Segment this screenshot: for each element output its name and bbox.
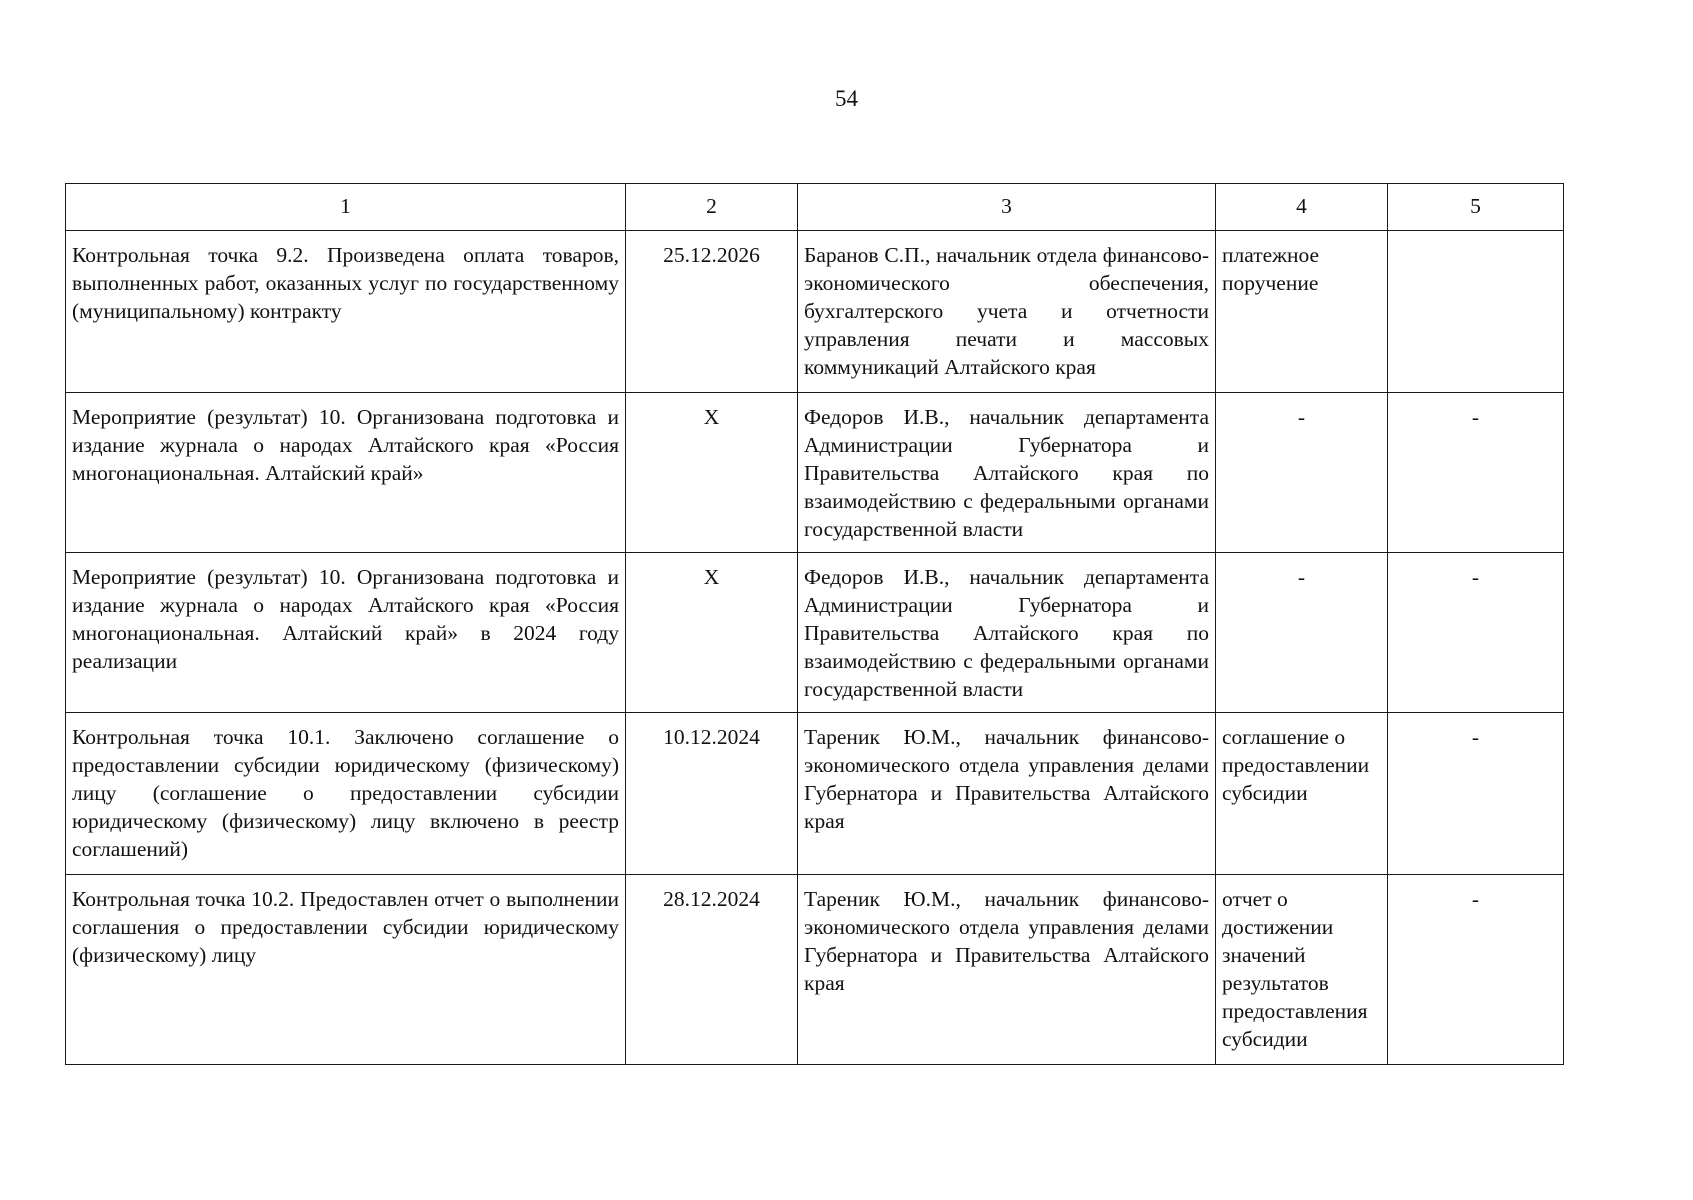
row-date: 25.12.2026 bbox=[626, 231, 798, 393]
table-row bbox=[66, 713, 1564, 875]
row-description: Контрольная точка 10.2. Предоставлен отчет о выполнении соглашения о предоставлении субсидии юридическому (физическому) лицу bbox=[66, 875, 626, 1065]
row-description: Мероприятие (результат) 10. Организована подготовка и издание журнала о народах Алтайского края «Россия многонациональная. Алтайский край» в 2024 году реализации bbox=[66, 553, 626, 713]
row-document: - bbox=[1216, 393, 1388, 553]
row-document: отчет о достижении значений результатов предоставления субсидии bbox=[1216, 875, 1388, 1065]
row-description: Мероприятие (результат) 10. Организована подготовка и издание журнала о народах Алтайского края «Россия многонациональная. Алтайский край» bbox=[66, 393, 626, 553]
row-date: X bbox=[626, 553, 798, 713]
table-row bbox=[66, 393, 1564, 553]
row-note: - bbox=[1388, 393, 1564, 553]
header-col-5: 5 bbox=[1388, 184, 1564, 231]
table-row bbox=[66, 553, 1564, 713]
page-number: 54 bbox=[835, 86, 858, 111]
row-document: - bbox=[1216, 553, 1388, 713]
row-note: - bbox=[1388, 713, 1564, 875]
row-description: Контрольная точка 10.1. Заключено соглашение о предоставлении субсидии юридическому (физическому) лицу (соглашение о предоставлении субсидии юридическому (физическому) лицу включено в реестр соглашений) bbox=[66, 713, 626, 875]
header-col-2: 2 bbox=[626, 184, 798, 231]
row-date: 10.12.2024 bbox=[626, 713, 798, 875]
table-row bbox=[66, 875, 1564, 1065]
plan-table bbox=[65, 183, 1564, 1065]
row-responsible: Федоров И.В., начальник департамента Администрации Губернатора и Правительства Алтайского края по взаимодействию с федеральными органами государственной власти bbox=[798, 553, 1216, 713]
row-document: платежное поручение bbox=[1216, 231, 1388, 393]
row-date: X bbox=[626, 393, 798, 553]
table-row bbox=[66, 231, 1564, 393]
row-note bbox=[1388, 231, 1564, 393]
row-responsible: Тареник Ю.М., начальник финансово-экономического отдела управления делами Губернатора и Правительства Алтайского края bbox=[798, 713, 1216, 875]
row-responsible: Тареник Ю.М., начальник финансово-экономического отдела управления делами Губернатора и Правительства Алтайского края bbox=[798, 875, 1216, 1065]
header-col-4: 4 bbox=[1216, 184, 1388, 231]
row-document: соглашение о предоставлении субсидии bbox=[1216, 713, 1388, 875]
row-responsible: Баранов С.П., начальник отдела финансово-экономического обеспечения, бухгалтерского учета и отчетности управления печати и массовых коммуникаций Алтайского края bbox=[798, 231, 1216, 393]
row-date: 28.12.2024 bbox=[626, 875, 798, 1065]
row-note: - bbox=[1388, 875, 1564, 1065]
header-row bbox=[66, 184, 1564, 231]
row-description: Контрольная точка 9.2. Произведена оплата товаров, выполненных работ, оказанных услуг по государственному (муниципальному) контракту bbox=[66, 231, 626, 393]
row-responsible: Федоров И.В., начальник департамента Администрации Губернатора и Правительства Алтайского края по взаимодействию с федеральными органами государственной власти bbox=[798, 393, 1216, 553]
header-col-3: 3 bbox=[798, 184, 1216, 231]
header-col-1: 1 bbox=[66, 184, 626, 231]
row-note: - bbox=[1388, 553, 1564, 713]
